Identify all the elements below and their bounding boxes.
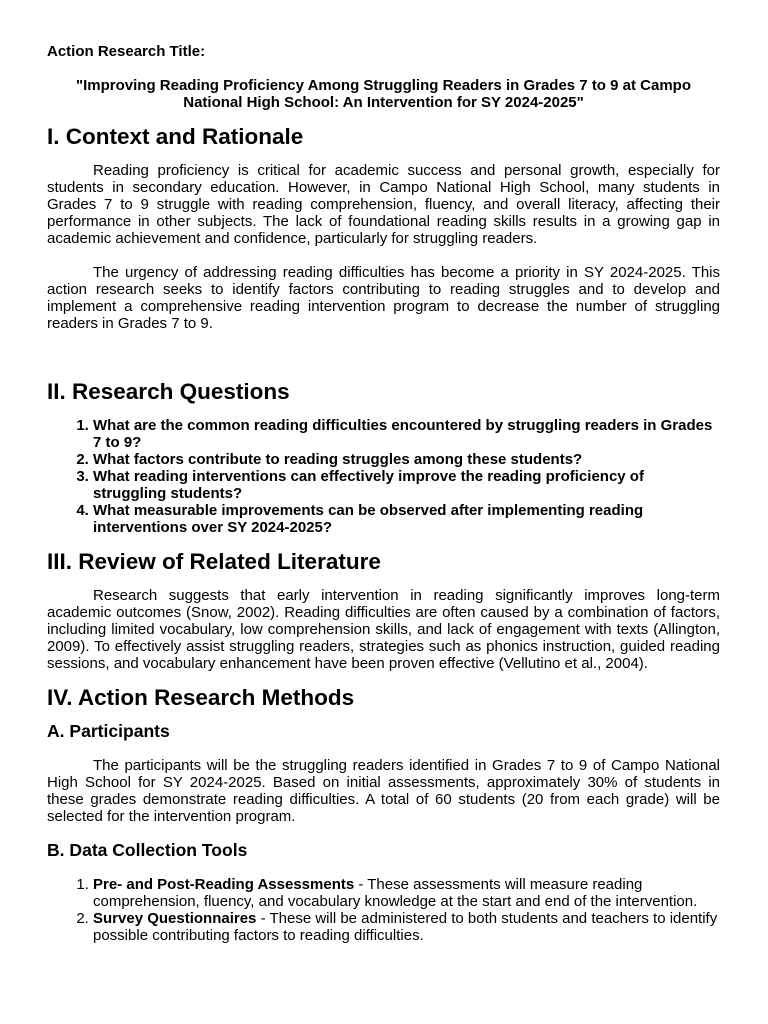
list-item [93,876,720,910]
context-paragraph-1: Reading proficiency is critical for academic success and personal growth, especially for students in secondary education. However, in Campo National High School, many students in Grades 7 to 9 struggle with reading comprehension, fluency, and overall literacy, affecting their performance in other subjects. The lack of foundational reading skills results in a growing gap in academic achievement and confidence, particularly for struggling readers. [47,162,720,247]
tool-description: - These will be administered to both students and teachers to identify possible contributing factors to reading difficulties. [93,910,718,944]
tool-description: - These assessments will measure reading comprehension, fluency, and vocabulary knowledge at the start and end of the intervention. [93,876,698,910]
context-paragraph-2: The urgency of addressing reading difficulties has become a priority in SY 2024-2025. This action research seeks to identify factors contributing to reading struggles and to develop and implement a comprehensive reading intervention program to decrease the number of struggling readers in Grades 7 to 9. [47,264,720,332]
tool-term: Survey Questionnaires [93,910,257,927]
research-questions-list [47,417,720,536]
section-heading-questions: II. Research Questions [47,379,290,404]
list-item: 4. What measurable improvements can be observed after implementing reading interventions over SY 2024-2025? [93,502,720,536]
list-item [93,910,720,944]
tool-term: Pre- and Post-Reading Assessments [93,876,355,893]
section-heading-methods: IV. Action Research Methods [47,685,355,710]
literature-paragraph: Research suggests that early intervention in reading significantly improves long-term academic outcomes (Snow, 2002). Reading difficulties are often caused by a combination of factors, including limited vocabulary, low comprehension skills, and lack of engagement with texts (Allington, 2009). To effectively assist struggling readers, strategies such as phonics instruction, guided reading sessions, and vocabulary enhancement have been proven effective (Vellutino et al., 2004). [47,587,720,672]
section-heading-literature: III. Review of Related Literature [47,549,381,574]
section-heading-context: I. Context and Rationale [47,124,304,149]
list-item: 2. What factors contribute to reading struggles among these students? [93,451,720,468]
list-item: 3. What reading interventions can effectively improve the reading proficiency of struggling students? [93,468,720,502]
list-item: 1. What are the common reading difficulties encountered by struggling readers in Grades 7 to 9? [93,417,720,451]
data-collection-tools-list [47,876,720,944]
subheading-participants: A. Participants [47,721,170,741]
blank-space [47,332,720,366]
title-label: Action Research Title: [47,43,206,60]
research-title: "Improving Reading Proficiency Among Struggling Readers in Grades 7 to 9 at Campo National High School: An Intervention for SY 2024-2025" [76,77,691,111]
subheading-data-collection: B. Data Collection Tools [47,840,248,860]
participants-paragraph: The participants will be the struggling readers identified in Grades 7 to 9 of Campo National High School for SY 2024-2025. Based on initial assessments, approximately 30% of students in these grades demonstrate reading difficulties. A total of 60 students (20 from each grade) will be selected for the intervention program. [47,757,720,825]
